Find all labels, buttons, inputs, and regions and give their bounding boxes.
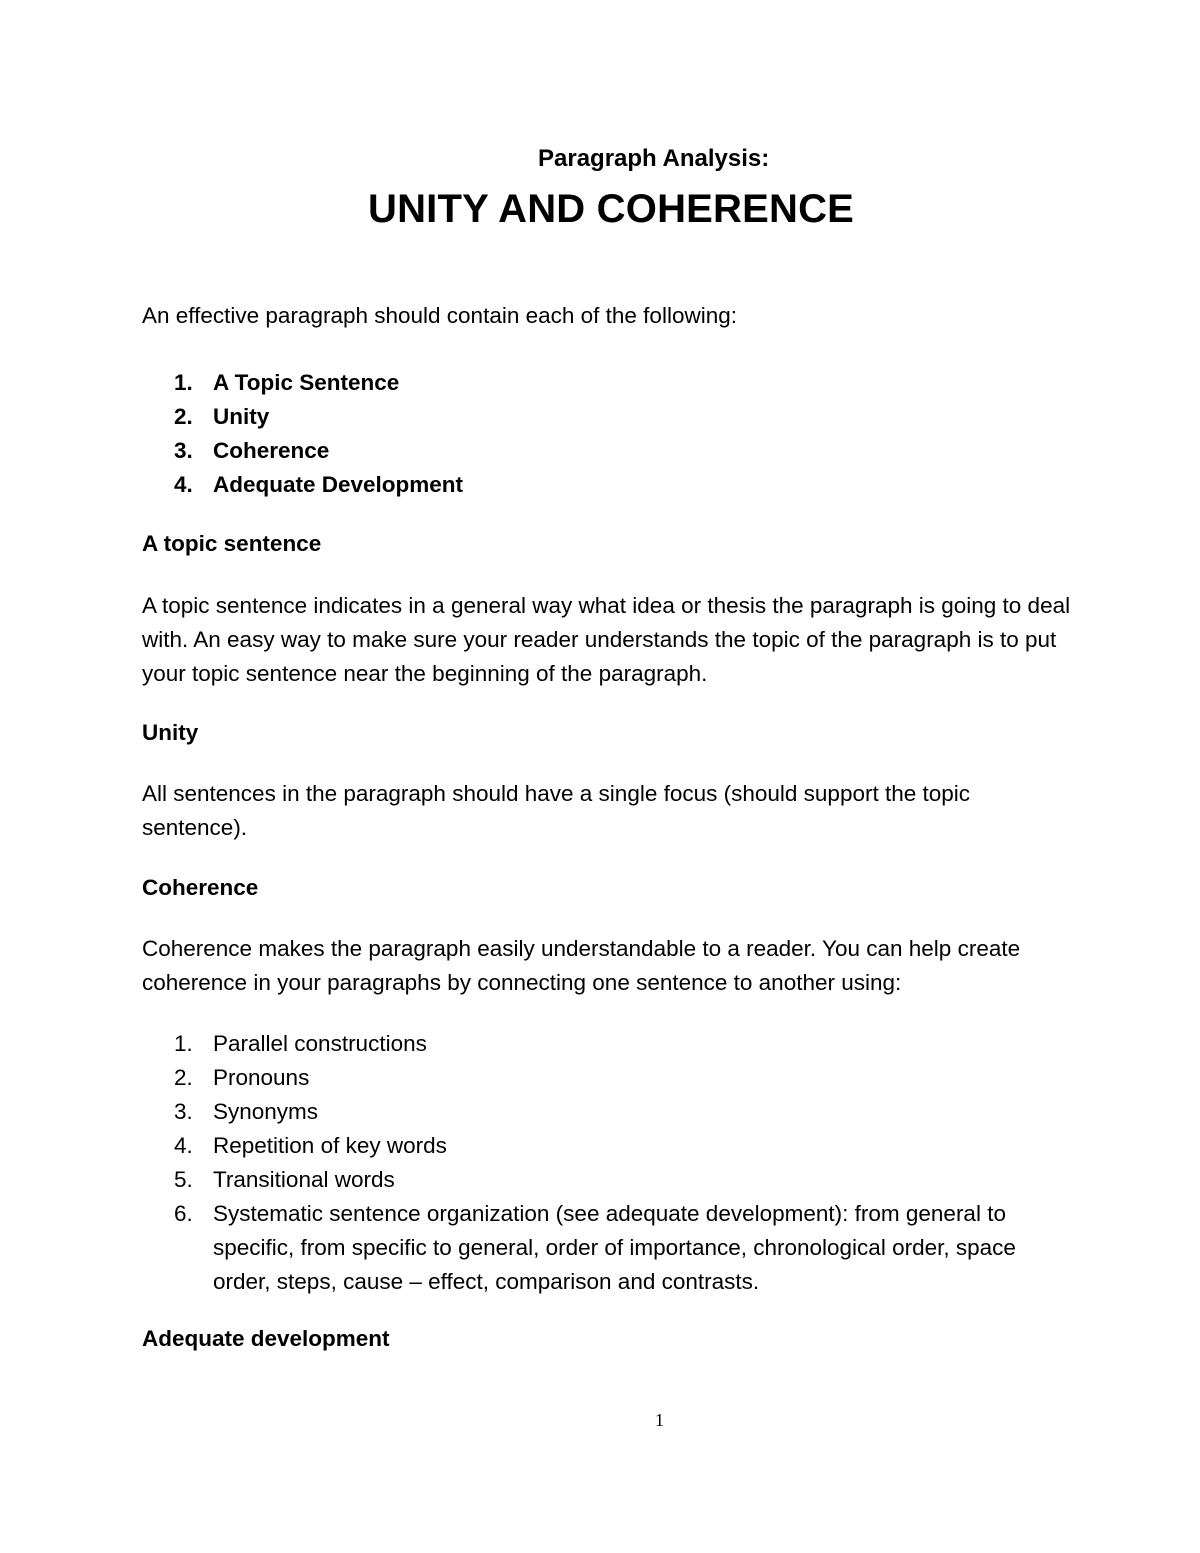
list-item: 1. Parallel constructions [174,1031,427,1056]
heading-coherence: Coherence [142,875,259,900]
heading-topic-sentence: A topic sentence [142,531,322,556]
coherence-techniques-list [142,1027,1016,1299]
page-number: 1 [655,1410,664,1430]
document-title: UNITY AND COHERENCE [368,187,855,231]
document-subtitle: Paragraph Analysis: [538,145,770,172]
heading-adequate-development: Adequate development [142,1326,390,1351]
unity-paragraph: All sentences in the paragraph should have a single focus (should support the topic sentence). [142,781,971,840]
list-item: 5. Transitional words [174,1167,395,1192]
topic-sentence-paragraph: A topic sentence indicates in a general way what idea or thesis the paragraph is going to deal with. An easy way to make sure your reader understands the topic of the paragraph is to put your topic sentence near the beginning of the paragraph. [142,593,1071,686]
list-item: 2. Pronouns [174,1065,310,1090]
coherence-paragraph: Coherence makes the paragraph easily understandable to a reader. You can help create coherence in your paragraphs by connecting one sentence to another using: [142,936,1021,995]
intro-text: An effective paragraph should contain each of the following: [142,303,737,328]
list-item: 6. Systematic sentence organization (see adequate development): from general to specific, from specific to general, order of importance, chronological order, space order, steps, cause – effect, comparison and contrasts. [174,1201,1016,1294]
document-page: Paragraph Analysis: UNITY AND COHERENCE An effective paragraph should contain each of the following: 1. A Topic Sentence 2. Unity 3. Coherence 4. Adequate Development A topic sentence A topic sentence indicates in a general way what idea or thesis the paragraph is going to deal with. An easy way to make sure your reader understands the topic of the paragraph is to put your topic sentence near the beginning of the paragraph. Unity All sentences in the paragraph should have a single focus (should support the topic sentence). Coherence Coherence makes the paragraph easily understandable to a reader. You can help create coherence in your paragraphs by connecting one sentence to another using: 1. Parallel constructions 2. Pronouns 3. Synonyms 4. Repetition of key words 5. Transitional words 6. Systematic sentence organization (see adequate development): from general to specific, from specific to general, order of importance, chronological order, space order, steps, cause – effect, comparison and contrasts. Adequate development 1 [0,0,1200,1553]
list-item: 4. Repetition of key words [174,1133,447,1158]
heading-unity: Unity [142,720,199,745]
list-item: 3. Synonyms [174,1099,319,1124]
